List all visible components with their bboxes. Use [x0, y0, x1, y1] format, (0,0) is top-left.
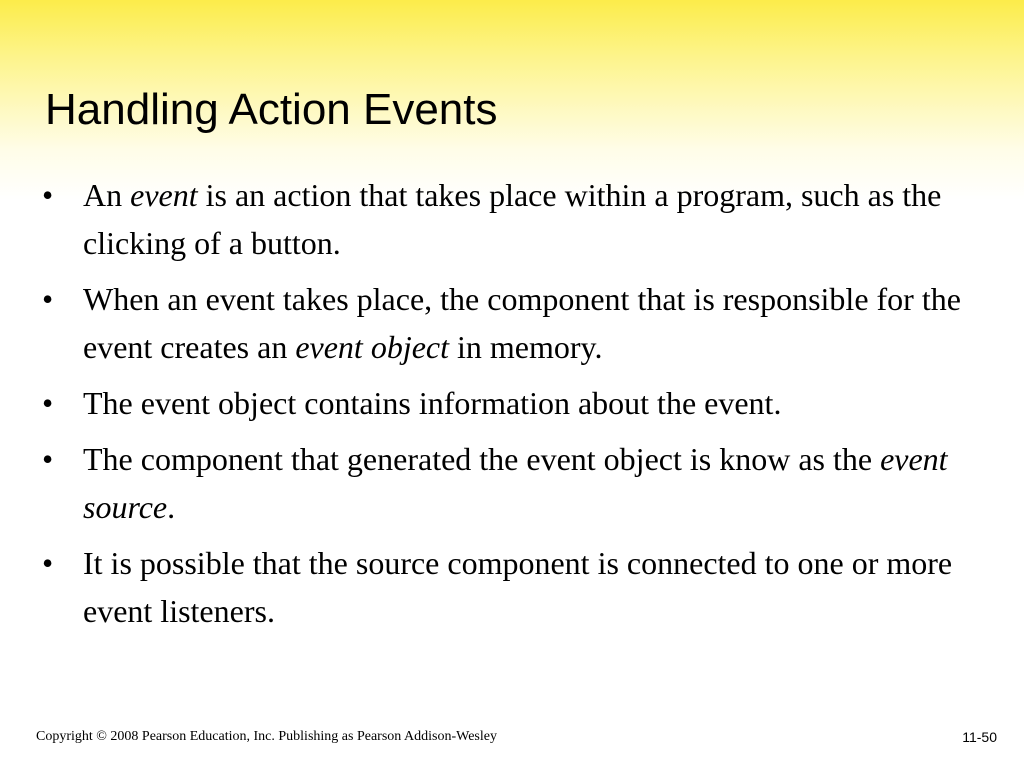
text-segment: is an action that takes place within a program, such as the clicking of a button. [83, 177, 942, 261]
bullet-item [42, 539, 972, 635]
bullet-text [83, 545, 952, 629]
bullet-dot-icon: • [42, 441, 54, 477]
emphasized-term: event source [83, 441, 948, 525]
text-segment: An [83, 177, 131, 213]
bullet-dot-icon: • [42, 177, 54, 213]
slide-title: Handling Action Events [45, 85, 498, 134]
bullet-dot-icon: • [42, 281, 54, 317]
text-segment: The component that generated the event object is know as the [83, 441, 881, 477]
bullet-dot-icon: • [42, 385, 54, 421]
bullet-dot-icon: • [42, 545, 54, 581]
bullet-text [83, 281, 961, 365]
text-segment: in memory. [449, 329, 603, 365]
bullet-item [42, 379, 972, 427]
bullet-text [83, 441, 948, 525]
text-segment: . [167, 489, 176, 525]
bullet-item [42, 435, 972, 531]
bullet-item [42, 275, 972, 371]
bullet-text [83, 177, 941, 261]
emphasized-term: event object [295, 329, 449, 365]
emphasized-term: event [130, 177, 198, 213]
text-segment: The event object contains information about the event. [83, 385, 782, 421]
bullet-list [42, 171, 972, 643]
text-segment: It is possible that the source component is connected to one or more event listeners. [83, 545, 953, 629]
text-segment: When an event takes place, the component that is responsible for the event creates an [83, 281, 961, 365]
page-number: 11-50 [962, 729, 997, 745]
bullet-item [42, 171, 972, 267]
bullet-text [83, 385, 781, 421]
footer-copyright: Copyright © 2008 Pearson Education, Inc. Publishing as Pearson Addison-Wesley [36, 729, 497, 744]
